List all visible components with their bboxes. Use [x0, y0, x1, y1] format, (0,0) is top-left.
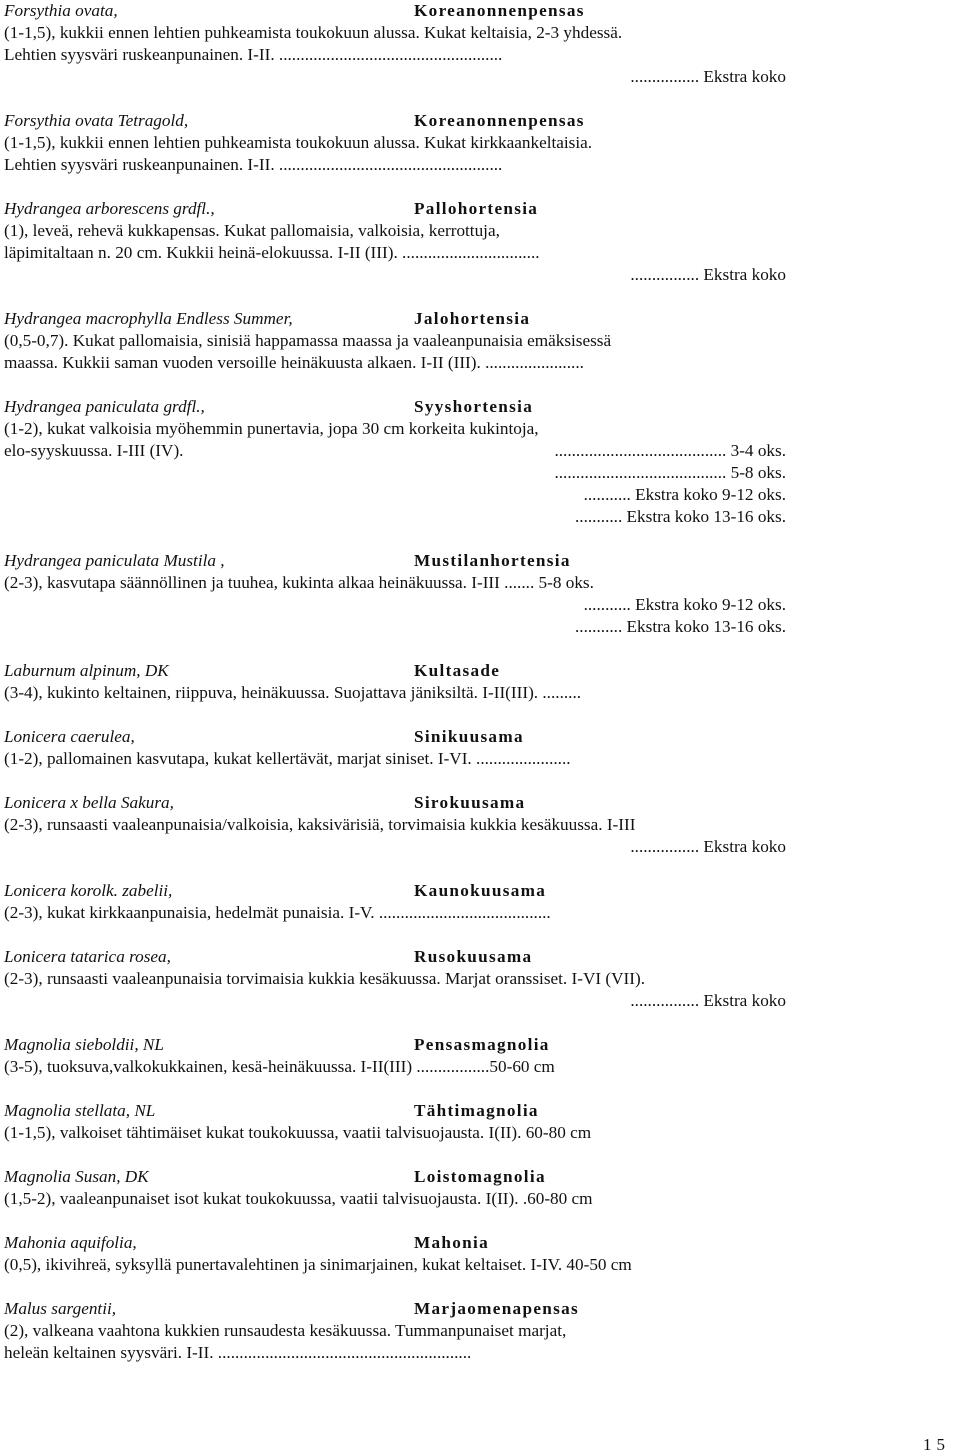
entry-heading [4, 880, 904, 902]
catalog-entry [4, 198, 904, 286]
size-line [4, 594, 904, 616]
latin-name: Mahonia aquifolia, [4, 1233, 137, 1252]
description-line: (1-1,5), kukkii ennen lehtien puhkeamista toukokuun alussa. Kukat keltaisia, 2-3 yhdessä. [4, 23, 623, 42]
size-option: ................ Ekstra koko [630, 991, 786, 1010]
common-name: Pensasmagnolia [414, 1035, 550, 1054]
catalog-entry [4, 396, 904, 528]
entry-heading [4, 550, 904, 572]
description-line: (1-1,5), valkoiset tähtimäiset kukat toukokuussa, vaatii talvisuojausta. I(II). 60-80 cm [4, 1123, 592, 1142]
entry-heading [4, 1100, 904, 1122]
plant-catalog [4, 0, 904, 1386]
description-line: Lehtien syysväri ruskeanpunainen. I-II. .................................................... [4, 155, 503, 174]
description-line: (3-4), kukinto keltainen, riippuva, heinäkuussa. Suojattava jäniksiltä. I-II(III). ......... [4, 683, 582, 702]
entry-heading [4, 396, 904, 418]
size-option: ........................................ 5-8 oks. [554, 463, 786, 482]
description-line: (1-2), kukat valkoisia myöhemmin punertavia, jopa 30 cm korkeita kukintoja, [4, 419, 539, 438]
latin-name: Lonicera korolk. zabelii, [4, 881, 173, 900]
catalog-entry [4, 308, 904, 374]
latin-name: Lonicera x bella Sakura, [4, 793, 174, 812]
entry-heading [4, 946, 904, 968]
size-option: ........... Ekstra koko 9-12 oks. [583, 595, 786, 614]
latin-name: Hydrangea macrophylla Endless Summer, [4, 309, 293, 328]
common-name: Koreanonnenpensas [414, 1, 585, 20]
latin-name: Laburnum alpinum, DK [4, 661, 169, 680]
common-name: Koreanonnenpensas [414, 111, 585, 130]
entry-heading [4, 1034, 904, 1056]
entry-heading [4, 660, 904, 682]
size-line: elo-syyskuussa. I-III (IV). ........................................ 3-4 oks. [4, 441, 786, 460]
latin-name: Forsythia ovata, [4, 1, 118, 20]
description-line: (2-3), kasvutapa säännöllinen ja tuuhea, kukinta alkaa heinäkuussa. I-III ....... 5-8 oks. [4, 573, 594, 592]
common-name: Jalohortensia [414, 309, 531, 328]
latin-name: Magnolia stellata, NL [4, 1101, 156, 1120]
size-option: ................ Ekstra koko [630, 265, 786, 284]
size-line [4, 836, 904, 858]
catalog-entry [4, 792, 904, 858]
latin-name: Lonicera caerulea, [4, 727, 135, 746]
description-line: (0,5-0,7). Kukat pallomaisia, sinisiä happamassa maassa ja vaaleanpunaisia emäksisessä [4, 331, 612, 350]
description-line: (0,5), ikivihreä, syksyllä punertavalehtinen ja sinimarjainen, kukat keltaiset. I-IV. 40-50 cm [4, 1255, 632, 1274]
size-line [4, 506, 904, 528]
common-name: Tähtimagnolia [414, 1101, 539, 1120]
size-line [4, 616, 904, 638]
description-line: Lehtien syysväri ruskeanpunainen. I-II. .................................................... [4, 45, 503, 64]
common-name: Syyshortensia [414, 397, 534, 416]
description-line: (1), leveä, rehevä kukkapensas. Kukat pallomaisia, valkoisia, kerrottuja, [4, 221, 500, 240]
description-line: maassa. Kukkii saman vuoden versoille heinäkuusta alkaen. I-II (III). ....................... [4, 353, 584, 372]
latin-name: Hydrangea paniculata grdfl., [4, 397, 205, 416]
description-line: (1-1,5), kukkii ennen lehtien puhkeamista toukokuun alussa. Kukat kirkkaankeltaisia. [4, 133, 593, 152]
catalog-entry [4, 110, 904, 176]
size-line [4, 264, 904, 286]
catalog-entry [4, 1034, 904, 1078]
size-line [4, 462, 904, 484]
description-line: (3-5), tuoksuva,valkokukkainen, kesä-heinäkuussa. I-II(III) .................50-60 cm [4, 1057, 555, 1076]
latin-name: Malus sargentii, [4, 1299, 117, 1318]
description-line: heleän keltainen syysväri. I-II. ........................................................... [4, 1343, 472, 1362]
latin-name: Hydrangea paniculata Mustila , [4, 551, 225, 570]
common-name: Mustilanhortensia [414, 551, 571, 570]
common-name: Mahonia [414, 1233, 489, 1252]
entry-heading [4, 0, 904, 22]
description-line: läpimitaltaan n. 20 cm. Kukkii heinä-elokuussa. I-II (III). ................................ [4, 243, 540, 262]
catalog-entry [4, 660, 904, 704]
common-name: Kultasade [414, 661, 501, 680]
catalog-entry [4, 946, 904, 1012]
latin-name: Magnolia sieboldii, NL [4, 1035, 164, 1054]
catalog-entry [4, 1166, 904, 1210]
size-line [4, 990, 904, 1012]
catalog-entry [4, 550, 904, 638]
latin-name: Magnolia Susan, DK [4, 1167, 149, 1186]
common-name: Sinikuusama [414, 727, 524, 746]
description-line: (2), valkeana vaahtona kukkien runsaudesta kesäkuussa. Tummanpunaiset marjat, [4, 1321, 567, 1340]
catalog-entry [4, 880, 904, 924]
common-name: Kaunokuusama [414, 881, 547, 900]
catalog-entry [4, 1232, 904, 1276]
size-option: ................ Ekstra koko [630, 67, 786, 86]
description-line: (2-3), kukat kirkkaanpunaisia, hedelmät punaisia. I-V. ........................................ [4, 903, 551, 922]
common-name: Sirokuusama [414, 793, 526, 812]
catalog-entry [4, 726, 904, 770]
entry-heading [4, 110, 904, 132]
entry-heading [4, 308, 904, 330]
common-name: Rusokuusama [414, 947, 533, 966]
entry-heading [4, 726, 904, 748]
description-line: (1-2), pallomainen kasvutapa, kukat kellertävät, marjat siniset. I-VI. ...................... [4, 749, 571, 768]
catalog-entry [4, 1100, 904, 1144]
size-option: ........... Ekstra koko 13-16 oks. [574, 617, 786, 636]
catalog-entry [4, 1298, 904, 1364]
size-line [4, 484, 904, 506]
entry-heading [4, 198, 904, 220]
catalog-entry [4, 0, 904, 88]
entry-heading [4, 792, 904, 814]
latin-name: Lonicera tatarica rosea, [4, 947, 171, 966]
size-option: ................ Ekstra koko [630, 837, 786, 856]
latin-name: Hydrangea arborescens grdfl., [4, 199, 215, 218]
description-line: (2-3), runsaasti vaaleanpunaisia torvimaisia kukkia kesäkuussa. Marjat oranssiset. I-VI (VII). [4, 969, 645, 988]
entry-heading [4, 1232, 904, 1254]
description-line: (1,5-2), vaaleanpunaiset isot kukat toukokuussa, vaatii talvisuojausta. I(II). .60-80 cm [4, 1189, 593, 1208]
size-option: ........... Ekstra koko 13-16 oks. [574, 507, 786, 526]
entry-heading [4, 1298, 904, 1320]
common-name: Pallohortensia [414, 199, 539, 218]
common-name: Loistomagnolia [414, 1167, 546, 1186]
page-number: 15 [923, 1435, 950, 1454]
common-name: Marjaomenapensas [414, 1299, 579, 1318]
size-line [4, 66, 904, 88]
entry-heading [4, 1166, 904, 1188]
description-line: (2-3), runsaasti vaaleanpunaisia/valkoisia, kaksivärisiä, torvimaisia kukkia kesäkuussa. I-III [4, 815, 636, 834]
latin-name: Forsythia ovata Tetragold, [4, 111, 189, 130]
size-option: ........... Ekstra koko 9-12 oks. [583, 485, 786, 504]
size-option: ........................................ 3-4 oks. [554, 441, 786, 460]
